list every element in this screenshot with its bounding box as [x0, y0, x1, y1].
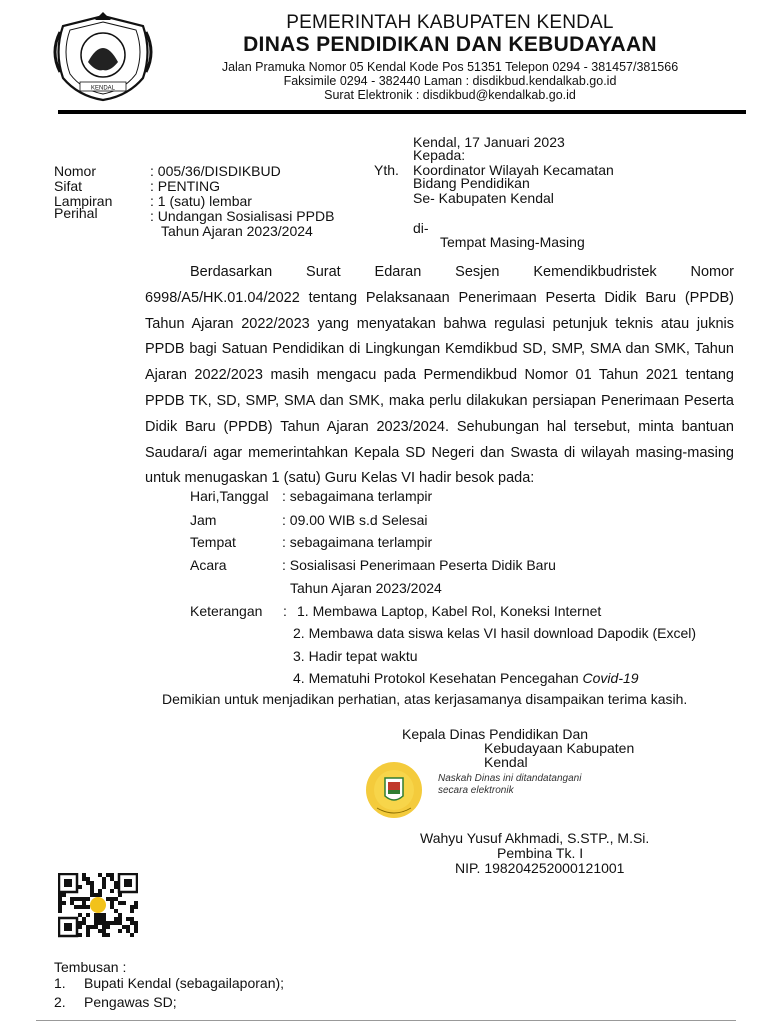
letterhead-agency: DINAS PENDIDIKAN DAN KEBUDAYAAN — [243, 33, 657, 56]
qr-module — [102, 929, 106, 933]
qr-module — [102, 881, 106, 885]
qr-module — [102, 877, 106, 881]
qr-module — [130, 933, 134, 937]
qr-finder-center — [64, 879, 72, 887]
qr-module — [86, 913, 90, 917]
signer-rank: Pembina Tk. I — [497, 845, 584, 861]
qr-module — [102, 933, 106, 937]
acara-value: : Sosialisasi Penerimaan Peserta Didik Baru — [282, 557, 556, 573]
qr-module — [106, 925, 110, 929]
letter-date: Kendal, 17 Januari 2023 — [413, 134, 565, 150]
qr-module — [122, 901, 126, 905]
perihal-value: : Undangan Sosialisasi PPDB — [150, 208, 335, 224]
qr-module — [78, 897, 82, 901]
qr-module — [98, 889, 102, 893]
signer-title-2: Kebudayaan Kabupaten — [484, 740, 635, 756]
qr-module — [102, 885, 106, 889]
kendal-regency-emblem — [48, 12, 158, 102]
qr-module — [102, 917, 106, 921]
qr-module — [130, 909, 134, 913]
jam-label: Jam — [190, 512, 217, 528]
qr-module — [94, 925, 98, 929]
letter-body — [145, 260, 734, 492]
qr-module — [82, 897, 86, 901]
qr-module — [114, 909, 118, 913]
di-label: di- — [413, 220, 429, 236]
qr-module — [134, 901, 138, 905]
letterhead-fax: Faksimile 0294 - 382440 Laman : disdikbud.kendalkab.go.id — [283, 74, 617, 88]
qr-module — [130, 905, 134, 909]
qr-module — [114, 917, 118, 921]
covid-italic: Covid-19 — [582, 670, 639, 686]
qr-module — [86, 929, 90, 933]
recipient-line3: Se- Kabupaten Kendal — [413, 190, 554, 206]
qr-module — [94, 913, 98, 917]
qr-module — [106, 897, 110, 901]
qr-module — [78, 925, 82, 929]
qr-module — [78, 933, 82, 937]
signer-title-3: Kendal — [484, 754, 528, 770]
tembusan-item-2: Pengawas SD; — [84, 994, 177, 1010]
qr-module — [86, 881, 90, 885]
qr-module — [106, 921, 110, 925]
sig-note-line1: Naskah Dinas ini ditandatangani — [438, 773, 582, 784]
letterhead-address: Jalan Pramuka Nomor 05 Kendal Kode Pos 51351 Telepon 0294 - 381457/381566 — [221, 60, 679, 74]
lampiran-label: Lampiran — [54, 193, 113, 209]
recipient-line1: Koordinator Wilayah Kecamatan — [413, 162, 614, 178]
qr-module — [78, 921, 82, 925]
qr-module — [78, 905, 82, 909]
qr-module — [98, 913, 102, 917]
yth-label: Yth. — [374, 162, 399, 178]
qr-module — [70, 897, 74, 901]
qr-module — [110, 873, 114, 877]
hari-value: : sebagaimana terlampir — [282, 488, 433, 504]
keterangan-item-3: 3. Hadir tepat waktu — [293, 648, 418, 664]
qr-module — [86, 925, 90, 929]
qr-finder-center — [124, 879, 132, 887]
qr-module — [82, 873, 86, 877]
lampiran-value: : 1 (satu) lembar — [150, 193, 252, 209]
qr-module — [110, 889, 114, 893]
qr-module — [90, 893, 94, 897]
qr-module — [134, 921, 138, 925]
qr-module — [62, 901, 66, 905]
signer-nip: NIP. 198204252000121001 — [455, 860, 625, 876]
qr-module — [86, 933, 90, 937]
qr-module — [126, 929, 130, 933]
tembusan-label: Tembusan : — [54, 959, 127, 975]
signer-title-1: Kepala Dinas Pendidikan Dan — [402, 726, 589, 742]
qr-module — [110, 897, 114, 901]
qr-module — [82, 877, 86, 881]
kepada-label: Kepada: — [413, 147, 466, 163]
qr-module — [98, 893, 102, 897]
letterhead-government: PEMERINTAH KABUPATEN KENDAL — [286, 12, 614, 33]
qr-module — [62, 893, 66, 897]
qr-module — [130, 921, 134, 925]
recipient-place: Tempat Masing-Masing — [440, 234, 585, 250]
letterhead-divider — [58, 110, 746, 114]
keterangan-item-2: 2. Membawa data siswa kelas VI hasil download Dapodik (Excel) — [293, 625, 697, 641]
qr-module — [58, 897, 62, 901]
qr-module — [58, 893, 62, 897]
qr-module — [82, 905, 86, 909]
acara-value-2: Tahun Ajaran 2023/2024 — [290, 580, 442, 596]
qr-module — [118, 901, 122, 905]
qr-module — [90, 889, 94, 893]
qr-module — [102, 921, 106, 925]
qr-module — [122, 925, 126, 929]
keterangan-item-4 — [293, 670, 639, 686]
sifat-value: : PENTING — [150, 178, 221, 194]
signer-name: Wahyu Yusuf Akhmadi, S.STP., M.Si. — [420, 830, 650, 846]
sifat-label: Sifat — [54, 178, 83, 194]
qr-module — [58, 909, 62, 913]
qr-module — [118, 929, 122, 933]
qr-module — [78, 885, 82, 889]
qr-module — [98, 921, 102, 925]
qr-module — [58, 901, 62, 905]
qr-module — [82, 901, 86, 905]
recipient-line2: Bidang Pendidikan — [413, 175, 530, 191]
qr-module — [86, 897, 90, 901]
qr-module — [106, 873, 110, 877]
qr-module — [94, 917, 98, 921]
acara-label: Acara — [190, 557, 227, 573]
qr-center-emblem — [90, 897, 106, 913]
qr-module — [110, 921, 114, 925]
qr-module — [134, 905, 138, 909]
svg-text:KENDAL: KENDAL — [90, 85, 116, 92]
tempat-label: Tempat — [190, 534, 236, 550]
qr-module — [86, 905, 90, 909]
footer-divider — [36, 1020, 736, 1021]
qr-module — [94, 893, 98, 897]
closing-sentence: Demikian untuk menjadikan perhatian, atas kerjasamanya disampaikan terima kasih. — [162, 691, 688, 707]
nomor-value: : 005/36/DISDIKBUD — [150, 163, 281, 179]
qr-module — [118, 917, 122, 921]
qr-module — [74, 905, 78, 909]
hari-label: Hari,Tanggal — [190, 488, 269, 504]
keterangan-label: Keterangan — [190, 603, 263, 619]
perihal-label: Perihal — [54, 205, 98, 221]
qr-module — [126, 917, 130, 921]
tempat-value: : sebagaimana terlampir — [282, 534, 433, 550]
qr-module — [74, 897, 78, 901]
tembusan-num-1: 1. — [54, 975, 66, 991]
qr-module — [82, 921, 86, 925]
perihal-value-2: Tahun Ajaran 2023/2024 — [161, 223, 313, 239]
qr-module — [114, 921, 118, 925]
tembusan-item-1: Bupati Kendal (sebagailaporan); — [84, 975, 285, 991]
qr-module — [94, 921, 98, 925]
qr-module — [90, 885, 94, 889]
qr-module — [102, 925, 106, 929]
verification-qr-code — [58, 873, 138, 939]
qr-module — [114, 885, 118, 889]
qr-module — [114, 897, 118, 901]
keterangan-item-4-text: 4. Mematuhi Protokol Kesehatan Pencegahan — [293, 670, 583, 686]
tembusan-num-2: 2. — [54, 994, 66, 1010]
qr-module — [90, 881, 94, 885]
qr-module — [78, 913, 82, 917]
qr-module — [70, 901, 74, 905]
qr-module — [110, 905, 114, 909]
qr-finder-center — [64, 923, 72, 931]
qr-module — [98, 873, 102, 877]
qr-module — [90, 925, 94, 929]
qr-module — [114, 881, 118, 885]
jam-value: : 09.00 WIB s.d Selesai — [282, 512, 428, 528]
keterangan-item-1: 1. Membawa Laptop, Kabel Rol, Koneksi Internet — [297, 603, 602, 619]
qr-module — [118, 893, 122, 897]
qr-module — [82, 917, 86, 921]
qr-module — [86, 877, 90, 881]
qr-module — [134, 929, 138, 933]
qr-module — [102, 913, 106, 917]
keterangan-colon: : — [283, 603, 287, 619]
qr-module — [98, 917, 102, 921]
electronic-seal-icon — [355, 760, 433, 820]
qr-module — [118, 913, 122, 917]
qr-module — [130, 917, 134, 921]
nomor-label: Nomor — [54, 163, 97, 179]
qr-module — [110, 901, 114, 905]
letterhead-contact — [160, 60, 740, 102]
qr-module — [98, 929, 102, 933]
qr-module — [118, 921, 122, 925]
qr-module — [106, 933, 110, 937]
qr-module — [110, 877, 114, 881]
qr-module — [134, 925, 138, 929]
electronic-signature-note — [438, 773, 581, 797]
body-paragraph: Berdasarkan Surat Edaran Sesjen Kemendikbudristek Nomor 6998/A5/HK.01.04/2022 tentang Pelaksanaan Penerimaan Peserta Didik Baru (PPDB) Tahun Ajaran 2022/2023 yang menyatakan bahwa regulasi petunjuk teknis atau juknis PPDB bagi Satuan Pendidikan di Lingkungan Kemdikbud SD, SMP, SMA dan SMK, Tahun Ajaran 2022/2023 masih mengacu pada Permendikbud Nomor 01 Tahun 2021 tentang PPDB TK, SD, SMP, SMA dan SMK, maka perlu dilakukan persiapan Penerimaan Peserta Didik Baru (PPDB) Tahun Ajaran 2023/2024. Sehubungan hal tersebut, minta bantuan Saudara/i agar memerintahkan Kepala SD Negeri dan Swasta di wilayah masing-masing untuk menugaskan 1 (satu) Guru Kelas VI hadir besok pada: — [145, 264, 734, 487]
letterhead-email: Surat Elektronik : disdikbud@kendalkab.go.id — [324, 88, 576, 102]
sig-note-line2: secara elektronik — [438, 785, 514, 796]
qr-module — [58, 905, 62, 909]
qr-module — [126, 925, 130, 929]
